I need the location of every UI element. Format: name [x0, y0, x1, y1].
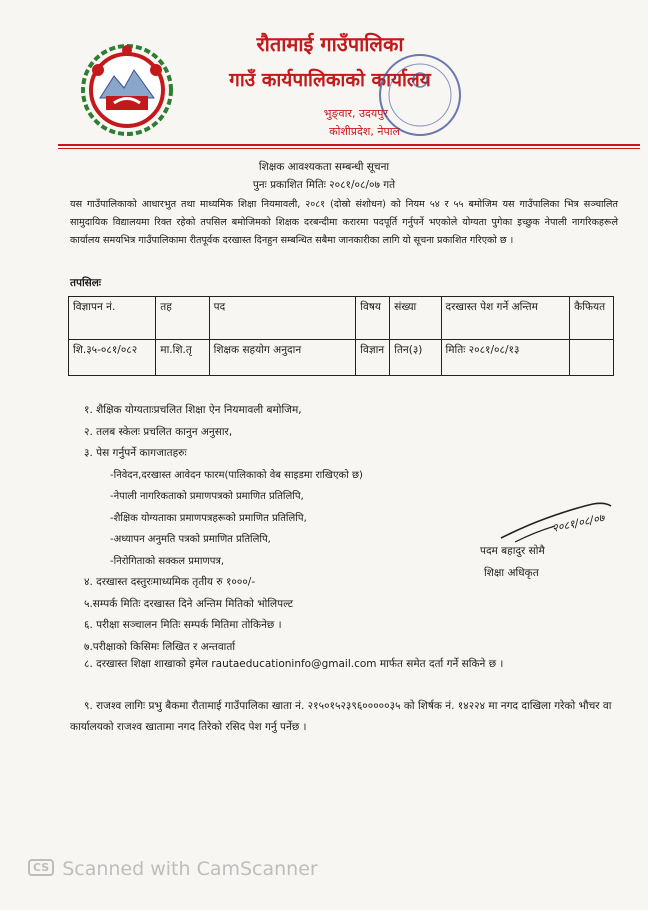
list-item: १. शैक्षिक योग्यताःप्रचलित शिक्षा ऐन नियमावली बमोजिम, [84, 404, 302, 416]
municipality-name: रौतामाई गाउँपालिका [256, 32, 404, 56]
document-item: -शैक्षिक योग्यताका प्रमाणपत्रहरूको प्रमाणित प्रतिलिपि, [110, 512, 307, 524]
signer-name: पदम बहादुर सोमै [480, 545, 545, 557]
list-item: ५.सम्पर्क मितिः दरखास्त दिने अन्तिम मितिको भोलिपल्ट [84, 597, 293, 610]
header-subject: विषय [356, 297, 390, 340]
signer-title: शिक्षा अधिकृत [484, 567, 539, 579]
office-stamp-icon [377, 52, 463, 138]
municipality-emblem-icon [78, 40, 176, 138]
list-item: ७.परीक्षाको किसिमः लिखित र अन्तवार्ता [84, 640, 236, 653]
address-line-1: भुङ्वार, उदयपुर [323, 107, 388, 120]
email-note: ८. दरखास्त शिक्षा शाखाको इमेल rautaeducationinfo@gmail.com मार्फत समेत दर्ता गर्ने सकिने छ । [84, 658, 504, 670]
header-ad-number: विज्ञापन नं. [69, 297, 156, 340]
republish-date: पुनः प्रकाशित मितिः २०८१/०८/०७ गते [252, 179, 396, 191]
header-count: संख्या [390, 297, 441, 340]
vacancy-table [68, 296, 614, 376]
document-item: -अध्यापन अनुमति पत्रको प्रमाणित प्रतिलिपि, [110, 534, 271, 545]
list-item: २. तलब स्केलः प्रचलित कानुन अनुसार, [84, 425, 233, 438]
document-item: -निरोगिताको सक्कल प्रमाणपत्र, [110, 555, 225, 567]
cell-level: मा.शि.तृ [156, 340, 209, 376]
notice-intro: यस गाउँपालिकाको आधारभुत तथा माध्यमिक शिक्षा नियमावली, २०८१ (दोस्रो संशोधन) को नियम ५४ र ५५ बमोजिम यस गाउँपालिका भित्र सञ्चालित सामुदायिक विद्यालयमा रिक्त रहेको तपसिल बमोजिमको शिक्षक दरबन्दीमा करारमा पदपूर्ति गर्नुपर्ने भएकोले योग्यता पुगेका इच्छुक नेपाली नागरिकहरूले कार्यालय समयभित्र गाउँपालिकामा रीतपूर्वक दरखास्त दिनहुन सम्बन्धित सबैमा जानकारीका लागि यो सूचना प्रकाशित गरिएको छ । [70, 199, 618, 246]
watermark-text: Scanned with CamScanner [62, 858, 318, 880]
cell-remarks [570, 340, 614, 376]
list-item: ४. दरखास्त दस्तुरःमाध्यमिक तृतीय रु १०००/- [84, 576, 256, 588]
table-row [69, 340, 614, 376]
table-header-row [69, 297, 614, 340]
office-name: गाउँ कार्यपालिकाको कार्यालय [229, 69, 431, 91]
cell-deadline: मितिः २०८१/०८/१३ [441, 340, 570, 376]
camscanner-watermark [28, 858, 318, 880]
notice-subject: शिक्षक आवश्यकता सम्बन्धी सूचना [258, 161, 390, 173]
document-item: -निवेदन,दरखास्त आवेदन फारम(पालिकाको वेब साइडमा राखिएको छ) [110, 469, 363, 481]
list-item: ६. परीक्षा सञ्चालन मितिः सम्पर्क मितिमा तोकिनेछ । [84, 619, 282, 631]
tapasil-label: तपसिलः [70, 277, 102, 289]
header-post: पद [209, 297, 356, 340]
header-divider [58, 144, 640, 146]
cell-subject: विज्ञान [356, 340, 390, 376]
header-level: तह [156, 297, 209, 340]
cell-count: तिन(३) [390, 340, 441, 376]
signature-icon [495, 488, 635, 548]
document-item: -नेपाली नागरिकताको प्रमाणपत्रको प्रमाणित प्रतिलिपि, [110, 491, 304, 502]
revenue-note: ९. राजश्व लागिः प्रभु बैकमा रौतामाई गाउँपालिका खाता नं. २१५०१५२३९६०००००३५ को शिर्षक नं. १४२२४ मा नगद दाखिला गरेको भौचर वा कार्यालयको राजश्व खातामा नगद तिरेको रसिद पेश गर्नु पर्नेछ । [70, 700, 612, 733]
header-deadline: दरखास्त पेश गर्ने अन्तिम [441, 297, 570, 340]
camscanner-logo-icon: CS [28, 859, 54, 876]
list-item: ३. पेस गर्नुपर्ने कागजातहरुः [84, 447, 187, 459]
address-line-2: कोशीप्रदेश, नेपाल [329, 125, 400, 138]
header-divider-thin [58, 148, 640, 149]
cell-ad-number: शि.३५-०८१/०८२ [69, 340, 156, 376]
cell-post: शिक्षक सहयोग अनुदान [209, 340, 356, 376]
signature-date: २०८१/०८/०७ [550, 511, 606, 535]
header-remarks: कैफियत [570, 297, 614, 340]
